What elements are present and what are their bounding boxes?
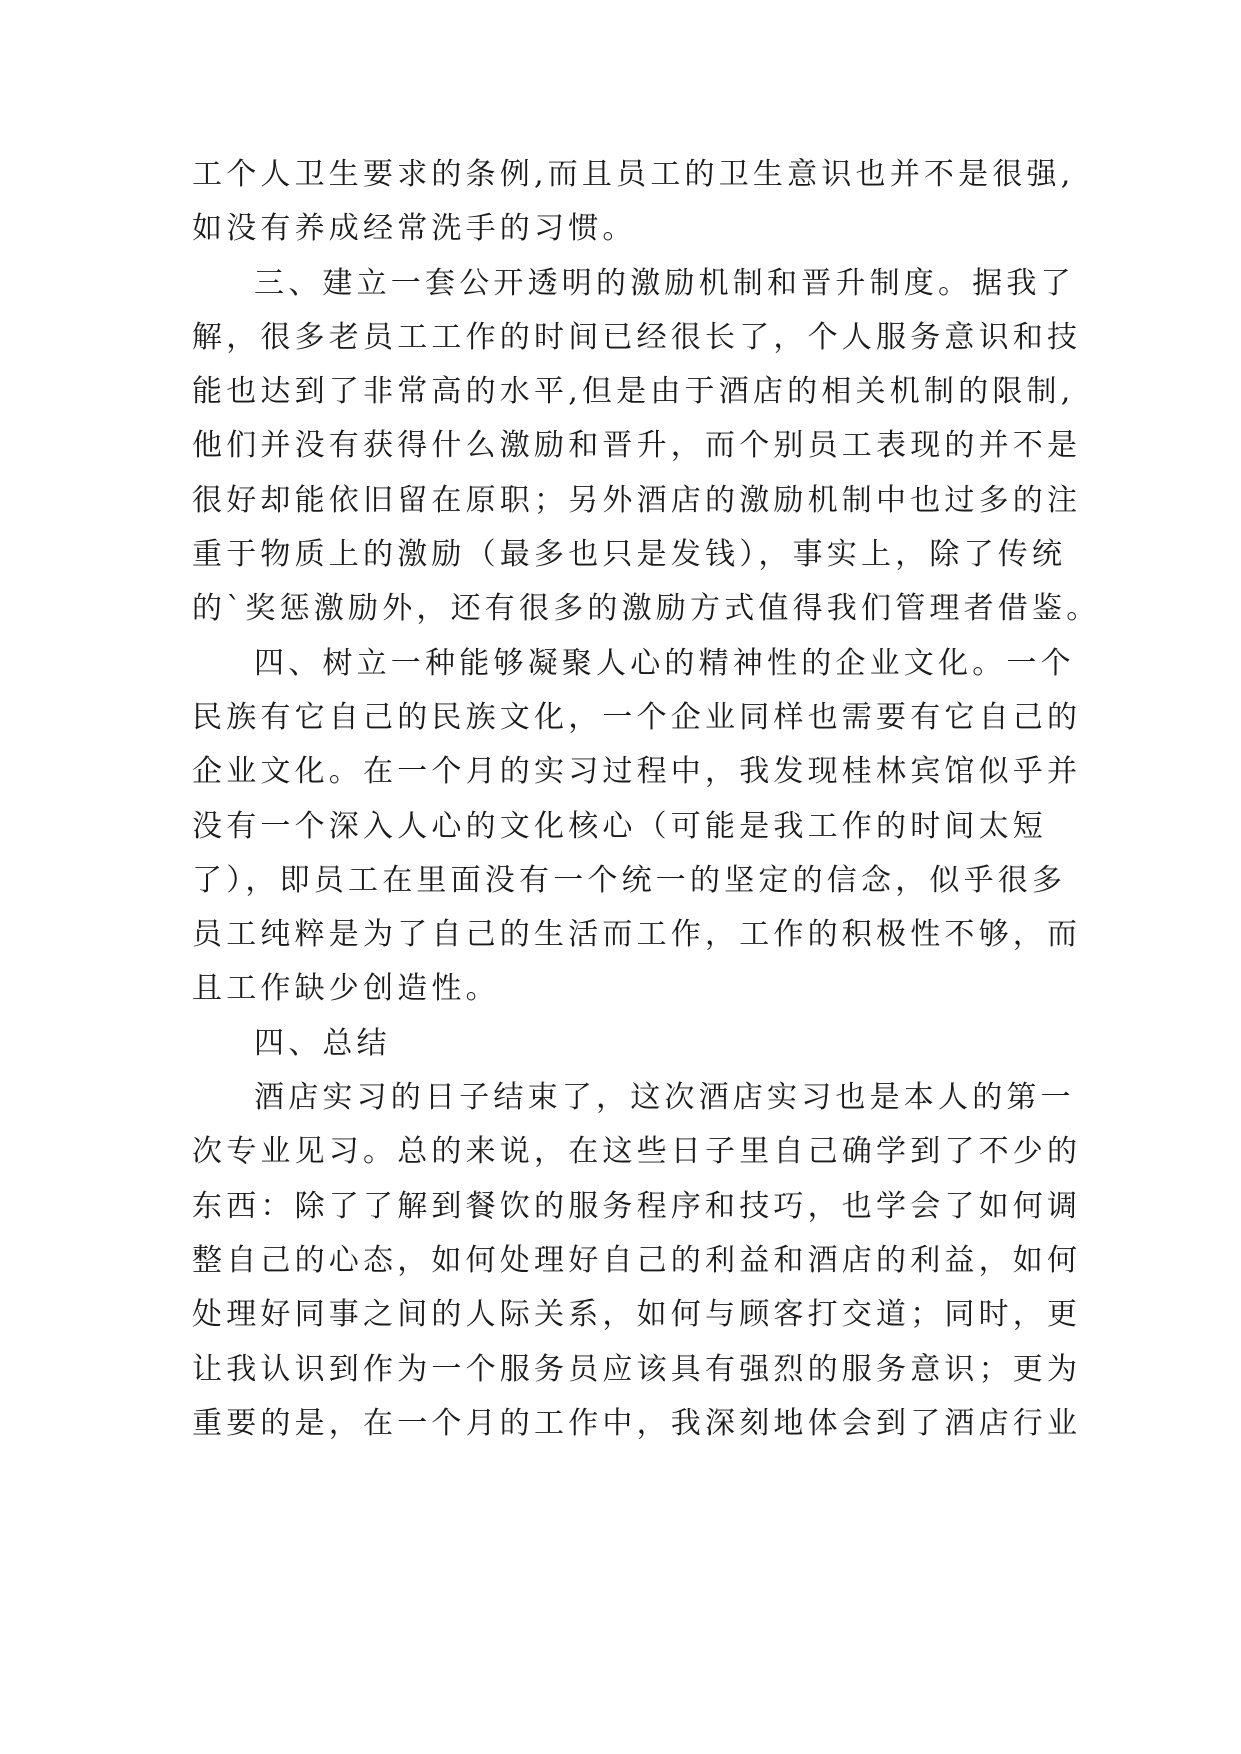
text-line: 四、树立一种能够凝聚人心的精神性的企业文化。一个: [254, 645, 1075, 681]
text-line: 没有一个深入人心的文化核心（可能是我工作的时间太短: [192, 808, 1047, 844]
text-line: 的`奖惩激励外，还有很多的激励方式值得我们管理者借鉴。: [192, 591, 1101, 627]
text-line: 了），即员工在里面没有一个统一的坚定的信念，似乎很多: [192, 862, 1067, 898]
text-line: 如没有养成经常洗手的习惯。: [192, 211, 637, 247]
text-line: 员工纯粹是为了自己的生活而工作，工作的积极性不够，而: [192, 917, 1082, 953]
text-line: 企业文化。在一个月的实习过程中，我发现桂林宾馆似乎并: [192, 754, 1082, 790]
section-heading: 四、总结: [254, 1025, 391, 1061]
text-line: 处理好同事之间的人际关系，如何与顾客打交道；同时，更: [192, 1297, 1082, 1333]
text-line: 次专业见习。总的来说，在这些日子里自己确学到了不少的: [192, 1134, 1082, 1170]
body-text: [192, 148, 1101, 1451]
text-line: 且工作缺少创造性。: [192, 971, 500, 1007]
text-line: 工个人卫生要求的条例,而且员工的卫生意识也并不是很强,: [192, 157, 1075, 192]
text-line: 让我认识到作为一个服务员应该具有强烈的服务意识；更为: [192, 1351, 1082, 1387]
text-line: 能也达到了非常高的水平,但是由于酒店的相关机制的限制,: [192, 374, 1075, 410]
text-line: 他们并没有获得什么激励和晋升，而个别员工表现的并不是: [192, 428, 1082, 464]
text-line: 重于物质上的激励（最多也只是发钱），事实上，除了传统: [192, 537, 1067, 573]
text-line: 酒店实习的日子结束了，这次酒店实习也是本人的第一: [254, 1080, 1075, 1116]
text-line: 重要的是，在一个月的工作中，我深刻地体会到了酒店行业: [192, 1405, 1082, 1441]
text-line: 三、建立一套公开透明的激励机制和晋升制度。据我了: [254, 265, 1075, 301]
text-line: 东西：除了了解到餐饮的服务程序和技巧，也学会了如何调: [192, 1188, 1082, 1224]
text-line: 解，很多老员工工作的时间已经很长了，个人服务意识和技: [192, 319, 1082, 355]
text-line: 很好却能依旧留在原职；另外酒店的激励机制中也过多的注: [192, 482, 1082, 518]
text-line: 民族有它自己的民族文化，一个企业同样也需要有它自己的: [192, 699, 1082, 735]
text-line: 整自己的心态，如何处理好自己的利益和酒店的利益，如何: [192, 1242, 1082, 1278]
